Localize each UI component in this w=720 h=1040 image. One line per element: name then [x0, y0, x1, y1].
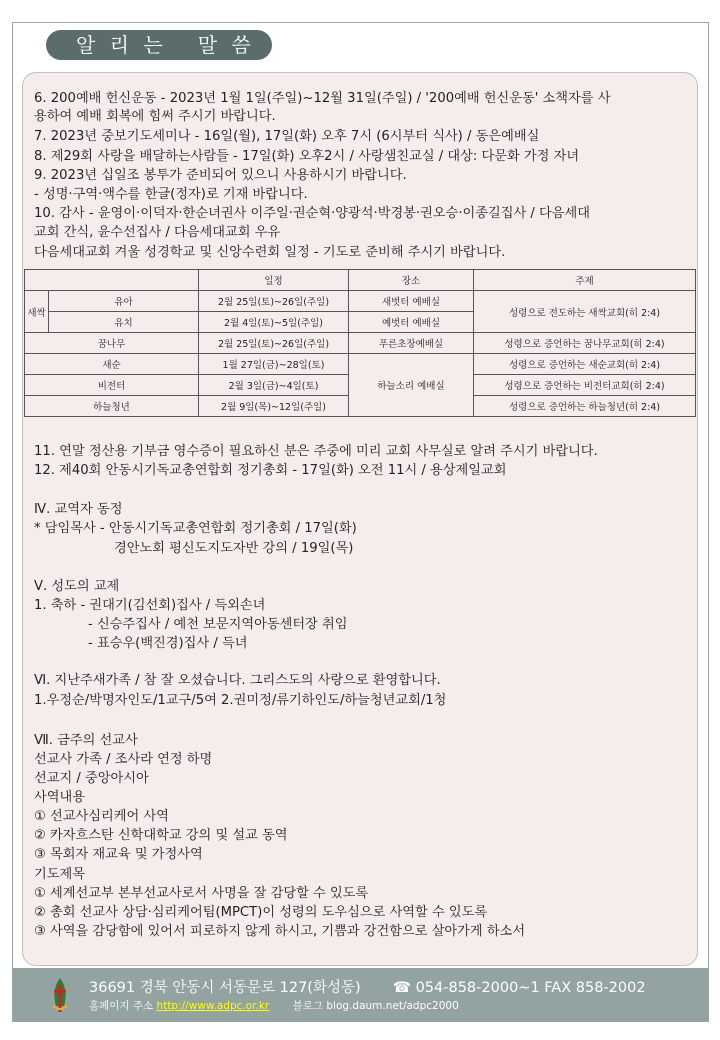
section-title: Ⅴ. 성도의 교제	[34, 579, 120, 594]
row-name: 하늘청년	[25, 396, 199, 417]
schedule-table	[24, 269, 696, 417]
footer-web	[89, 998, 459, 1013]
homepage-label: 홈페이지 주소	[89, 1000, 154, 1012]
announcement-line: 12. 제40회 안동시기독교총연합회 정기총회 - 17일(화) 오전 11시 / 용상제일교회	[34, 463, 507, 478]
header-date: 일정	[199, 270, 349, 291]
row-name: 꿈나무	[25, 333, 199, 354]
header-topic: 주제	[474, 270, 696, 291]
announcement-line: 6. 200예배 헌신운동 - 2023년 1월 1일(주일)~12월 31일(주일) / '200예배 헌신운동' 소책자를 사	[34, 91, 611, 106]
table-row	[25, 291, 696, 312]
row-date: 1월 27일(금)~28일(토)	[199, 354, 349, 375]
announcement-line: 다음세대교회 겨울 성경학교 및 신앙수련회 일정 - 기도로 준비해 주시기 바랍니다.	[34, 245, 506, 260]
page-title: 알 리 는 말 씀	[46, 30, 272, 60]
row-name: 비전터	[25, 375, 199, 396]
row-topic: 성령으로 전도하는 새싹교회(히 2:4)	[474, 291, 696, 333]
announcement-line: - 성명·구역·액수를 한글(정자)로 기재 바랍니다.	[34, 187, 308, 202]
row-name: 새순	[25, 354, 199, 375]
row-place: 하늘소리 예배실	[349, 354, 474, 417]
announcement-line: 7. 2023년 중보기도세미나 - 16일(월), 17일(화) 오후 7시 (6시부터 식사) / 동은예배실	[34, 129, 540, 144]
section-line: 1.우정순/박명자인도/1교구/5여 2.권미정/류기하인도/하늘청년교회/1청	[34, 693, 447, 708]
announcement-line: 10. 감사 - 윤영이·이덕자·한순녀권사 이주일·권순혁·양광석·박경봉·권오승·이종길집사 / 다음세대	[34, 206, 591, 221]
table-row	[25, 354, 696, 375]
section-line: 사역내용	[34, 790, 85, 805]
section-line: 1. 축하 - 권대기(김선회)집사 / 득외손녀	[34, 598, 266, 613]
footer-contact	[89, 976, 646, 997]
row-place: 푸른초장예배실	[349, 333, 474, 354]
section-line: 선교지 / 중앙아시아	[34, 771, 149, 786]
section-line: 경안노회 평신도지도자반 강의 / 19일(목)	[114, 541, 354, 556]
announcement-line: 교회 간식, 윤수선집사 / 다음세대교회 우유	[34, 225, 281, 240]
church-logo-icon	[50, 976, 70, 1014]
section-line: ③ 목회자 재교육 및 가정사역	[34, 847, 203, 862]
row-date: 2월 4일(토)~5일(주일)	[199, 312, 349, 333]
section-title: Ⅶ. 금주의 선교사	[34, 733, 138, 748]
section-line: ② 카자흐스탄 신학대학교 강의 및 설교 동역	[34, 828, 288, 843]
row-date: 2월 25일(토)~26일(주일)	[199, 291, 349, 312]
section-line: - 신승주집사 / 예천 보문지역아동센터장 취임	[88, 617, 348, 632]
row-topic: 성령으로 증언하는 비전터교회(히 2:4)	[474, 375, 696, 396]
announcement-line: 8. 제29회 사랑을 배달하는사람들 - 17일(화) 오후2시 / 사랑샘친교실 / 대상: 다문화 가정 자녀	[34, 149, 580, 164]
row-topic: 성령으로 증언하는 꿈나무교회(히 2:4)	[474, 333, 696, 354]
section-line: ① 선교사심리케어 사역	[34, 809, 169, 824]
saessak-label: 새싹	[25, 291, 49, 333]
homepage-link[interactable]: http://www.adpc.or.kr	[156, 1000, 270, 1012]
section-line: * 담임목사 - 안동시기독교총연합회 정기총회 / 17일(화)	[34, 521, 357, 536]
section-title: Ⅵ. 지난주새가족 / 참 잘 오셨습니다. 그리스도의 사랑으로 환영합니다.	[34, 673, 441, 688]
row-date: 2월 25일(토)~26일(주일)	[199, 333, 349, 354]
table-row	[25, 333, 696, 354]
section-title: Ⅳ. 교역자 동정	[34, 502, 123, 517]
section-line: - 표승우(백진경)집사 / 득녀	[88, 636, 248, 651]
table-header-row	[25, 270, 696, 291]
row-date: 2월 3일(금)~4일(토)	[199, 375, 349, 396]
announcement-line: 용하여 예배 회복에 힘써 주시기 바랍니다.	[34, 109, 276, 124]
row-name: 유치	[49, 312, 199, 333]
announcement-line: 9. 2023년 십일조 봉투가 준비되어 있으니 사용하시기 바랍니다.	[34, 168, 407, 183]
footer	[13, 968, 708, 1021]
section-line: 기도제목	[34, 867, 85, 882]
header-place: 장소	[349, 270, 474, 291]
announcement-line: 11. 연말 정산용 기부금 영수증이 필요하신 분은 주중에 미리 교회 사무실로 알려 주시기 바랍니다.	[34, 444, 598, 459]
footer-address: 36691 경북 안동시 서동문로 127(화성동)	[89, 980, 361, 996]
row-place: 예벗터 예배실	[349, 312, 474, 333]
section-line: 선교사 가족 / 조사라 연정 하명	[34, 752, 213, 767]
section-line: ③ 사역을 감당함에 있어서 피로하지 않게 하시고, 기쁨과 강건함으로 살아가게 하소서	[34, 924, 526, 939]
blog-link[interactable]: 블로그 blog.daum.net/adpc2000	[292, 1000, 459, 1012]
row-place: 새벗터 예배실	[349, 291, 474, 312]
row-name: 유아	[49, 291, 199, 312]
row-topic: 성령으로 증언하는 새순교회(히 2:4)	[474, 354, 696, 375]
section-line: ② 총회 선교사 상담·심리케어팀(MPCT)이 성령의 도우심으로 사역할 수 있도록	[34, 905, 488, 920]
footer-phone: ☎ 054-858-2000~1 FAX 858-2002	[392, 980, 646, 996]
row-date: 2월 9일(목)~12일(주일)	[199, 396, 349, 417]
section-line: ① 세계선교부 본부선교사로서 사명을 잘 감당할 수 있도록	[34, 886, 369, 901]
row-topic: 성령으로 증언하는 하늘청년(히 2:4)	[474, 396, 696, 417]
